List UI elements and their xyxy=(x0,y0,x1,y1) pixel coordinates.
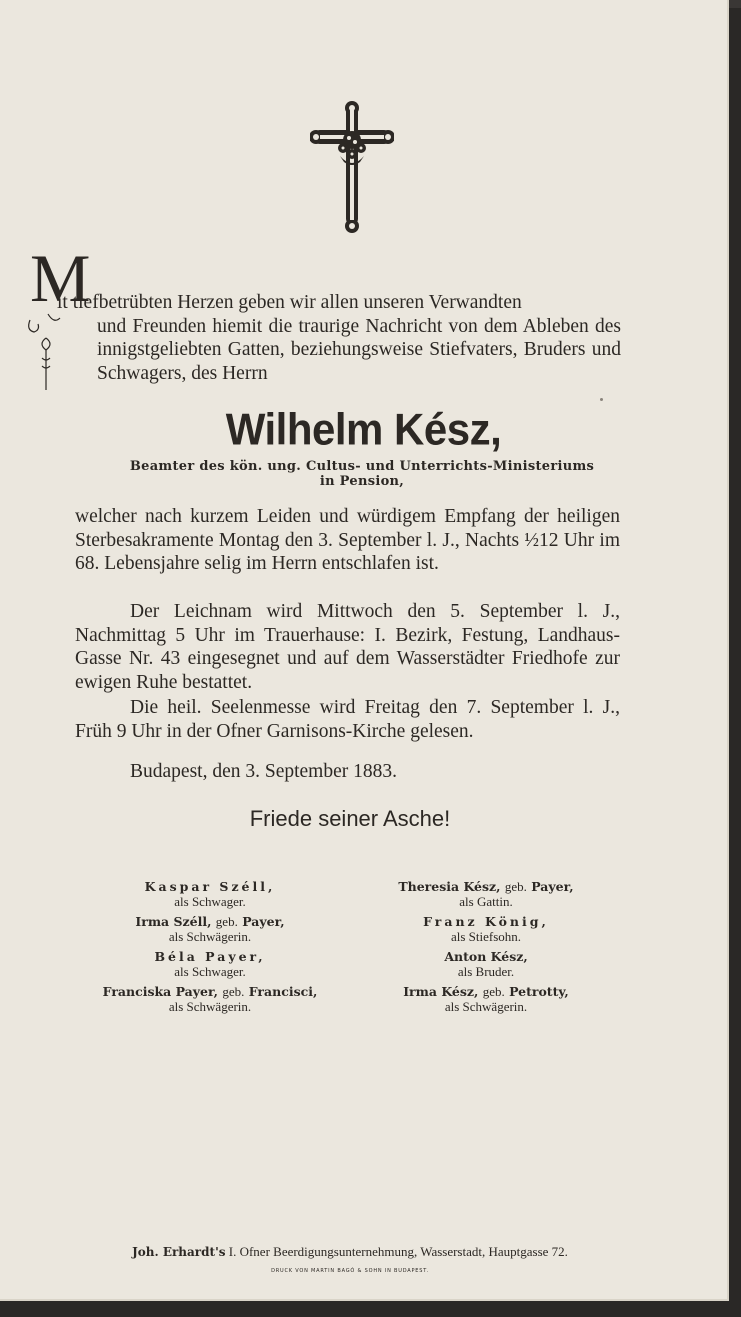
mourner-entry xyxy=(60,914,360,943)
mourner-geb: geb. xyxy=(222,984,245,999)
closing-phrase: Friede seiner Asche! xyxy=(249,806,451,831)
mourners-column-right xyxy=(336,879,636,1019)
mourner-name-line xyxy=(336,984,636,1000)
undertaker-firm: Joh. Erhardt's xyxy=(132,1245,226,1259)
deceased-name: Wilhelm Kész, xyxy=(225,404,502,455)
mourner-name: Franciska Payer, xyxy=(102,984,219,999)
mourner-name: Irma Kész, xyxy=(403,984,479,999)
undertaker-address: I. Ofner Beerdigungsunternehmung, Wasserstadt, Hauptgasse 72. xyxy=(228,1244,568,1259)
mourner-maiden-name: Payer, xyxy=(242,914,285,929)
body-paragraph-burial: Der Leichnam wird Mittwoch den 5. September l. J., Nachmittag 5 Uhr im Trauerhause: I. Bezirk, Festung, Landhaus-Gasse Nr. 43 eingesegnet und auf dem Wasserstädter Friedhofe zur ewigen Ruhe bestattet. xyxy=(75,601,620,693)
mourner-relation: als Schwägerin. xyxy=(168,999,252,1014)
intro-paragraph xyxy=(57,291,621,385)
mourner-name-line xyxy=(60,914,360,930)
deceased-title xyxy=(82,459,642,489)
mourner-name: Franz König, xyxy=(423,914,549,929)
mourner-name: Anton Kész, xyxy=(444,949,528,964)
body-paragraph-death: welcher nach kurzem Leiden und würdigem Empfang der heiligen Sterbesakramente Montag den 3. September l. J., Nachts ½12 Uhr im 68. Lebensjahre selig im Herrn entschlafen ist. xyxy=(75,506,620,575)
mourner-relation: als Schwägerin. xyxy=(168,929,252,944)
deceased-title-line1: Beamter des kön. ung. Cultus- und Unterrichts-Ministeriums xyxy=(129,459,595,474)
mourner-relation: als Schwägerin. xyxy=(444,999,528,1014)
undertaker-footer xyxy=(0,1244,700,1260)
deceased-title-line2: in Pension, xyxy=(319,474,405,489)
decorative-initial: M xyxy=(30,240,89,316)
place-and-date: Budapest, den 3. September 1883. xyxy=(130,761,397,782)
mourner-entry xyxy=(336,984,636,1013)
mourner-maiden-name: Payer, xyxy=(531,879,574,894)
print-speck xyxy=(600,398,603,401)
mourners-column-left xyxy=(60,879,360,1019)
mourner-entry xyxy=(336,879,636,908)
mourner-name: Irma Széll, xyxy=(135,914,212,929)
mourner-name: Kaspar Széll, xyxy=(144,879,276,894)
mourner-geb: geb. xyxy=(482,984,505,999)
mourner-name-line xyxy=(60,984,360,1000)
mourner-name-line xyxy=(336,879,636,895)
mourner-entry xyxy=(60,949,360,978)
mourner-geb: geb. xyxy=(215,914,238,929)
mourner-relation: als Gattin. xyxy=(459,894,513,909)
mourner-name: Béla Payer, xyxy=(154,949,266,964)
mourner-relation: als Schwager. xyxy=(174,964,246,979)
mourner-relation: als Schwager. xyxy=(174,894,246,909)
ornamental-cross-icon xyxy=(310,100,394,234)
body-paragraph-mass: Die heil. Seelenmesse wird Freitag den 7. September l. J., Früh 9 Uhr in der Ofner Garnisons-Kirche gelesen. xyxy=(75,697,620,742)
mourner-entry xyxy=(336,914,636,943)
mourner-relation: als Stiefsohn. xyxy=(450,929,522,944)
mourner-name: Theresia Kész, xyxy=(398,879,501,894)
mourner-entry xyxy=(60,984,360,1013)
mourner-entry xyxy=(336,949,636,978)
mourner-maiden-name: Petrotty, xyxy=(509,984,569,999)
intro-continuation: und Freunden hiemit die traurige Nachricht von dem Ableben des innigstgeliebten Gatten, beziehungsweise Stiefvaters, Bruders und Schwagers, des Herrn xyxy=(97,315,621,384)
intro-first-line: it tiefbetrübten Herzen geben wir allen unseren Verwandten xyxy=(57,292,522,313)
printer-imprint: DRUCK VON MARTIN BAGÓ & SOHN IN BUDAPEST. xyxy=(271,1268,429,1274)
mourner-relation: als Bruder. xyxy=(457,964,515,979)
mourner-entry xyxy=(60,879,360,908)
mourner-maiden-name: Francisci, xyxy=(248,984,318,999)
mourner-geb: geb. xyxy=(504,879,527,894)
